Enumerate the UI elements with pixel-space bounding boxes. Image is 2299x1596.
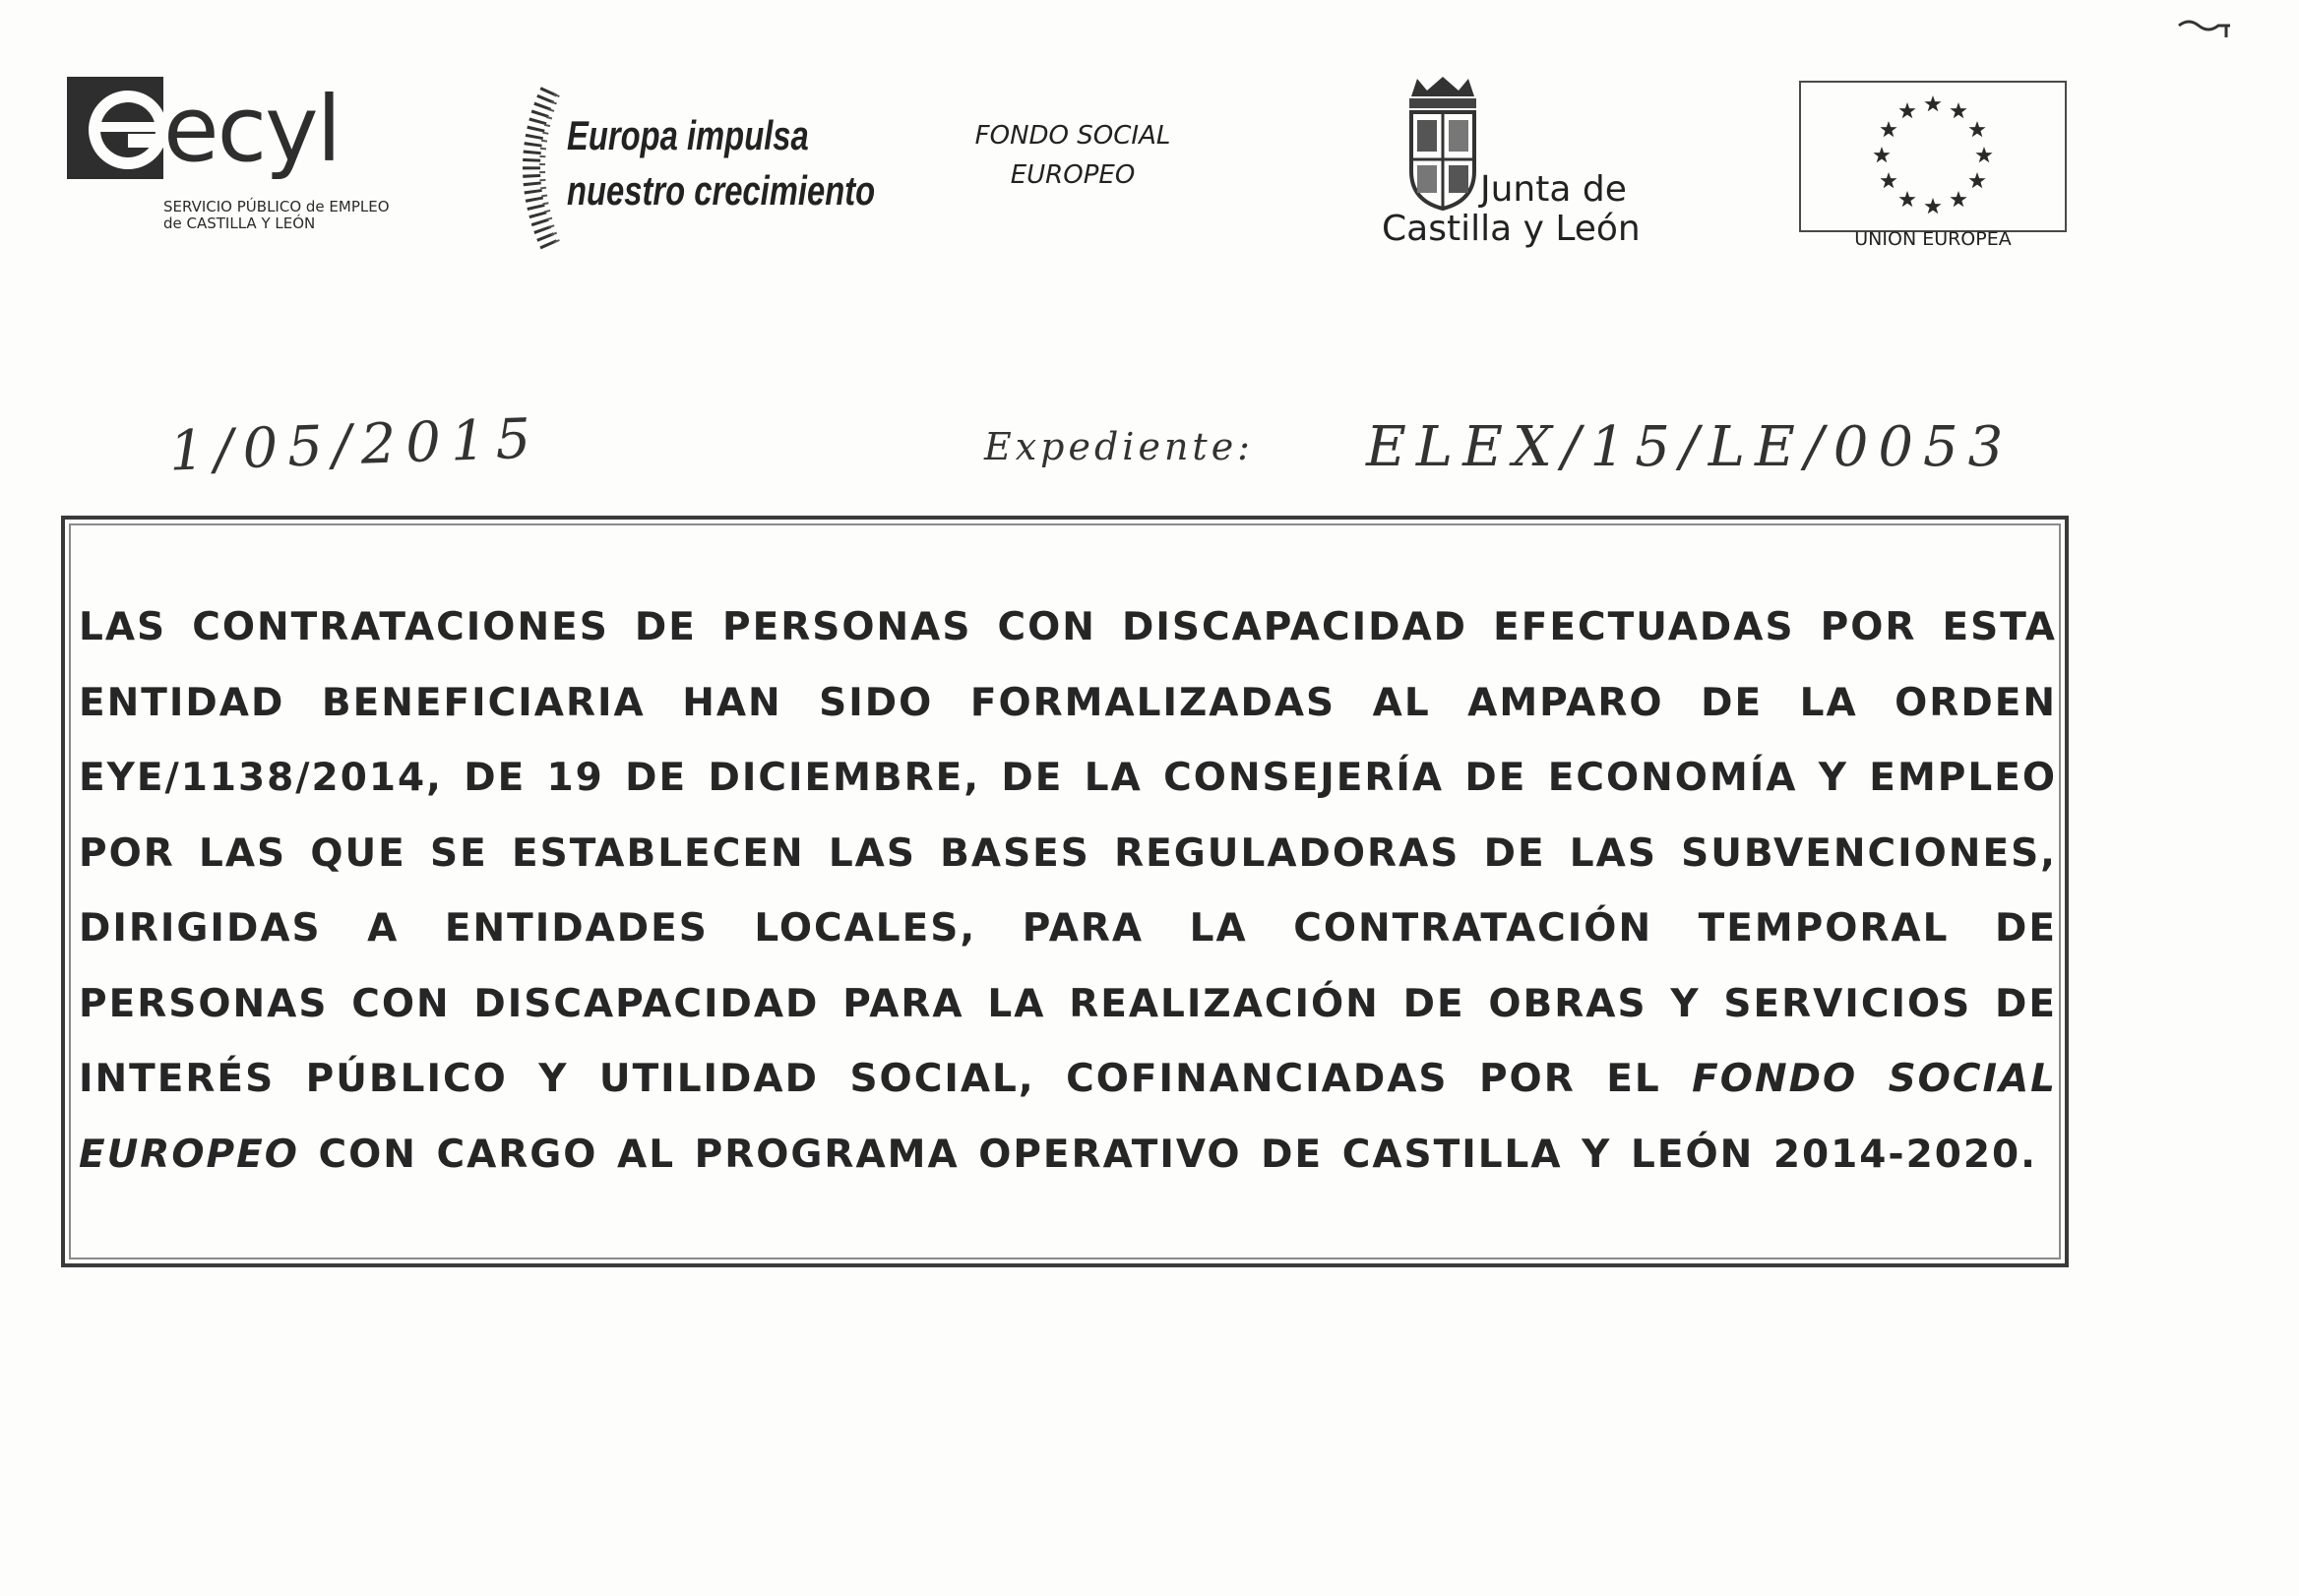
junta-line1: Junta de <box>1480 169 1627 210</box>
eu-star-icon <box>1873 147 1890 162</box>
statement-part2: CON CARGO AL PROGRAMA OPERATIVO DE CASTILLA Y LEÓN 2014-2020. <box>298 1132 2037 1177</box>
ecyl-subtitle-line1: SERVICIO PÚBLICO de EMPLEO <box>163 198 390 215</box>
junta-castilla-leon-logo <box>1374 75 1659 252</box>
handwritten-expediente-number: ELEX/15/LE/0053 <box>1366 415 2014 479</box>
fondo-social-europeo-label <box>945 116 1201 195</box>
ecyl-subtitle-line2: de CASTILLA Y LEÓN <box>163 215 316 232</box>
eu-star-icon <box>1924 95 1941 111</box>
eu-caption: UNION EUROPEA <box>1854 228 2012 250</box>
eu-star-icon <box>1975 147 1992 162</box>
ecyl-subtitle <box>163 199 390 232</box>
statement-text <box>79 590 2057 1193</box>
eu-star-icon <box>1950 191 1966 207</box>
eu-star-icon <box>1898 102 1915 118</box>
eu-star-icon <box>1924 198 1941 214</box>
fse-line1: FONDO SOCIAL <box>974 121 1171 151</box>
handwritten-date: 1/05/2015 <box>167 406 542 484</box>
europa-impulsa-logo <box>510 85 876 252</box>
corner-pen-mark <box>2175 12 2234 41</box>
eu-star-icon <box>1898 191 1915 207</box>
eu-flag <box>1799 81 2067 232</box>
eu-star-circle-icon <box>1801 83 2065 230</box>
ecyl-logo <box>65 73 390 250</box>
statement-italic-fse: FONDO SOCIAL EUROPEO <box>79 1057 2057 1177</box>
eu-star-icon <box>1950 102 1966 118</box>
eu-star-icon <box>1969 172 1986 188</box>
europa-line2: nuestro crecimiento <box>567 167 876 214</box>
fse-line2: EUROPEO <box>1010 160 1136 190</box>
europa-line1: Europa impulsa <box>567 112 809 158</box>
eu-star-icon <box>1880 121 1896 137</box>
statement-part1: LAS CONTRATACIONES DE PERSONAS CON DISCAPACIDAD EFECTUADAS POR ESTA ENTIDAD BENEFICIARIA HAN SIDO FORMALIZADAS AL AMPARO DE LA ORDEN EYE/1138/2014, DE 19 DE DICIEMBRE, DE LA CONSEJERÍA DE ECONOMÍA Y EMPLEO POR LAS QUE SE ESTABLECEN LAS BASES REGULADORAS DE LAS SUBVENCIONES, DIRIGIDAS A ENTIDADES LOCALES, PARA LA CONTRATACIÓN TEMPORAL DE PERSONAS CON DISCAPACIDAD PARA LA REALIZACIÓN DE OBRAS Y SERVICIOS DE INTERÉS PÚBLICO Y UTILIDAD SOCIAL, COFINANCIADAS POR EL <box>79 605 2057 1101</box>
eu-star-icon <box>1880 172 1896 188</box>
handwritten-expediente-label: Expediente: <box>984 425 1254 468</box>
junta-line2: Castilla y León <box>1382 209 1641 249</box>
ecyl-wordmark: ecyl <box>163 77 341 182</box>
eu-star-icon <box>1969 121 1986 137</box>
coat-of-arms-icon <box>1403 75 1482 213</box>
